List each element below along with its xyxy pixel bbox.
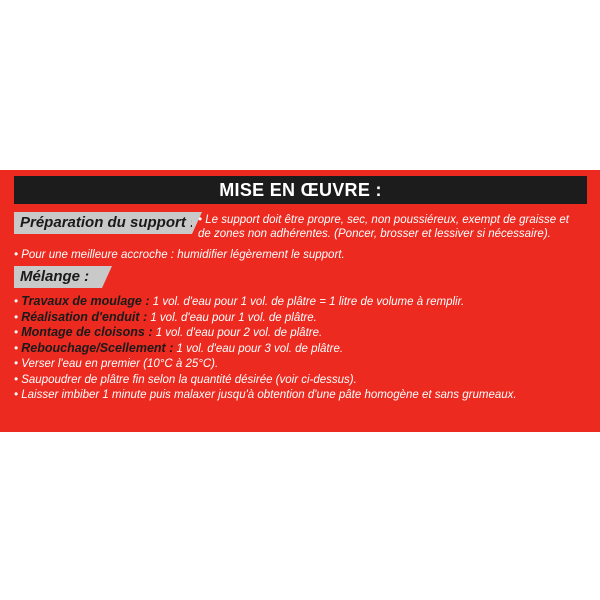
section-title: MISE EN ŒUVRE : [14,176,587,204]
item-key: Rebouchage/Scellement : [21,340,174,355]
preparation-text-line-2: de zones non adhérentes. (Poncer, brosser et lessiver si nécessaire). [198,228,551,240]
item-text: Verser l'eau en premier (10°C à 25°C). [21,358,219,370]
melange-label: Mélange : [14,266,102,288]
instructions-panel [0,170,600,432]
preparation-text-line-3: • Pour une meilleure accroche : humidifier légèrement le support. [14,249,345,261]
bullet: • [14,311,22,324]
list-item [14,341,594,357]
bullet: • [14,342,22,355]
list-item [14,325,594,341]
item-text: Saupoudrer de plâtre fin selon la quantité désirée (voir ci-dessus). [21,373,357,386]
item-key: Travaux de moulage : [21,294,150,308]
item-text: 1 vol. d'eau pour 1 vol. de plâtre = 1 litre de volume à remplir. [149,296,465,308]
list-item [14,387,594,403]
item-text: 1 vol. d'eau pour 1 vol. de plâtre. [147,311,317,324]
list-item [14,356,594,372]
item-key: Réalisation d'enduit : [21,309,148,324]
melange-list [14,294,594,403]
item-key: Montage de cloisons : [21,325,153,339]
item-text: 1 vol. d'eau pour 2 vol. de plâtre. [152,327,323,339]
bullet: • [14,358,22,370]
bullet: • [14,327,22,339]
bullet: • [14,389,22,401]
item-text: Laisser imbiber 1 minute puis malaxer jusqu'à obtention d'une pâte homogène et sans grumeaux. [21,389,517,401]
preparation-text-line-1: • Le support doit être propre, sec, non poussiéreux, exempt de graisse et [198,214,569,226]
bullet: • [14,373,22,386]
list-item [14,294,594,310]
list-item [14,310,594,326]
list-item [14,372,594,388]
preparation-label: Préparation du support : [14,212,192,234]
item-text: 1 vol. d'eau pour 3 vol. de plâtre. [173,342,344,355]
bullet: • [14,296,22,308]
